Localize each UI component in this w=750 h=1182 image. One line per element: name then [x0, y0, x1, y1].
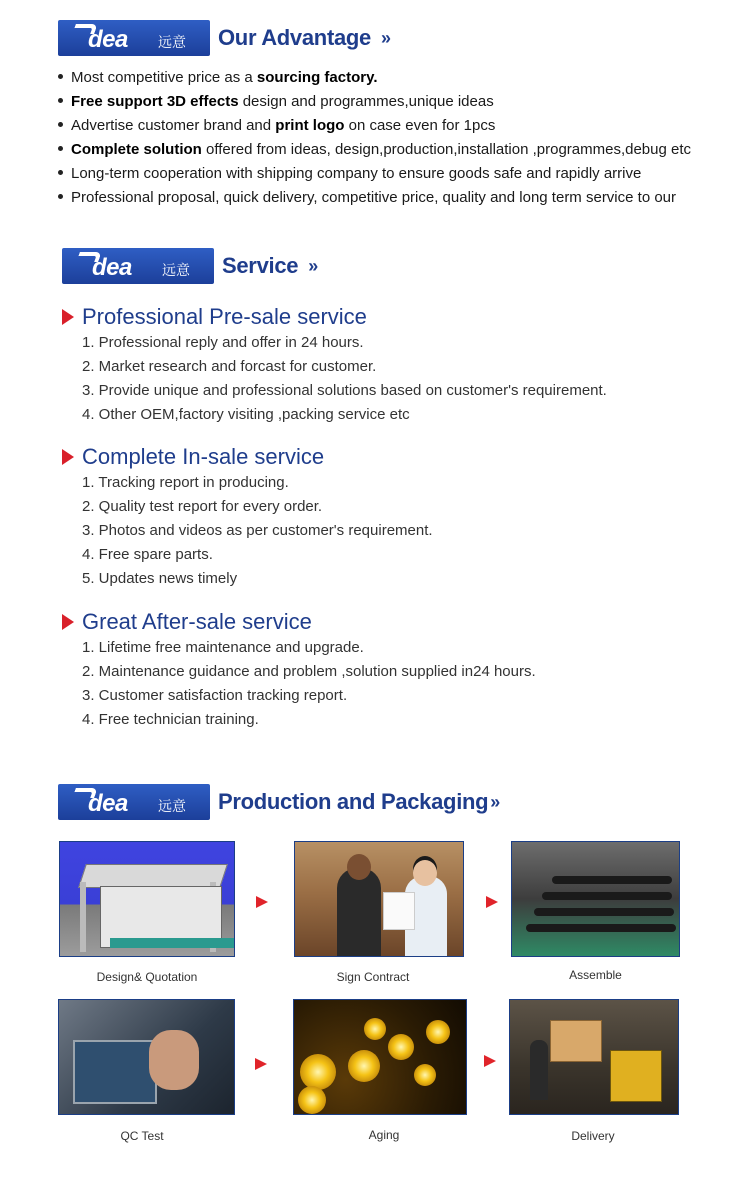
list-item: 2. Maintenance guidance and problem ,solution supplied in24 hours.: [82, 663, 536, 680]
production-title: Production and Packaging: [218, 789, 489, 814]
bullet-icon: [58, 74, 63, 79]
arrow-right-icon: [256, 896, 268, 908]
bullet-icon: [58, 146, 63, 151]
red-triangle-icon: [62, 449, 74, 465]
idea-logo: [58, 784, 210, 820]
aging-photo: [293, 999, 467, 1115]
chevron-right-icon: »: [308, 255, 319, 276]
bullet-icon: [58, 122, 63, 127]
arrow-right-icon: [484, 1055, 496, 1067]
red-triangle-icon: [62, 614, 74, 630]
list-item: 1. Lifetime free maintenance and upgrade.: [82, 639, 364, 656]
logo-word: dea: [92, 254, 132, 281]
contract-photo: [294, 841, 464, 957]
list-item: 4. Other OEM,factory visiting ,packing service etc: [82, 406, 410, 423]
service-title: Service: [222, 253, 299, 278]
advantage-title: Our Advantage: [218, 25, 371, 50]
presale-list: [62, 331, 607, 427]
bullet-icon: [58, 98, 63, 103]
caption-qc: QC Test: [120, 1129, 164, 1143]
logo-cn: 远意: [158, 799, 186, 815]
chevron-right-icon: »: [380, 27, 391, 48]
list-item: 3. Photos and videos as per customer's requirement.: [82, 522, 433, 539]
advantage-header: [58, 20, 391, 56]
list-item: 2. Market research and forcast for customer.: [82, 358, 377, 375]
list-item: 3. Customer satisfaction tracking report.: [82, 687, 348, 704]
service-header: [62, 248, 318, 284]
design-photo: [59, 841, 235, 957]
list-item: Free support 3D effects design and programmes,unique ideas: [58, 90, 691, 114]
list-item: 4. Free spare parts.: [82, 546, 213, 563]
aftersale-title: Great After-sale service: [82, 609, 312, 634]
list-item: 2. Quality test report for every order.: [82, 498, 323, 515]
list-item: 3. Provide unique and professional solutions based on customer's requirement.: [82, 382, 607, 399]
insale-block: [62, 443, 433, 591]
caption-aging: Aging: [368, 1128, 400, 1142]
insale-heading: [62, 443, 433, 471]
list-item: 1. Tracking report in producing.: [82, 474, 289, 491]
caption-assemble: Assemble: [569, 968, 622, 982]
advantage-list: [58, 66, 691, 210]
assemble-photo: [511, 841, 680, 957]
arrow-right-icon: [486, 896, 498, 908]
bullet-icon: [58, 170, 63, 175]
list-item: 4. Free technician training.: [82, 711, 259, 728]
list-item: 5. Updates news timely: [82, 570, 238, 587]
idea-logo: [62, 248, 214, 284]
arrow-right-icon: [255, 1058, 267, 1070]
list-item: Professional proposal, quick delivery, competitive price, quality and long term service to our: [58, 186, 691, 210]
delivery-photo: [509, 999, 679, 1115]
caption-design: Design& Quotation: [96, 970, 198, 984]
presale-title: Professional Pre-sale service: [82, 304, 367, 329]
caption-contract: Sign Contract: [336, 970, 410, 984]
chevron-right-icon: »: [490, 791, 501, 812]
red-triangle-icon: [62, 309, 74, 325]
qc-photo: [58, 999, 235, 1115]
logo-word: dea: [88, 790, 128, 817]
caption-delivery: Delivery: [571, 1129, 615, 1143]
aftersale-heading: [62, 608, 536, 636]
insale-title: Complete In-sale service: [82, 444, 325, 469]
aftersale-list: [62, 636, 536, 732]
list-item: Complete solution offered from ideas, design,production,installation ,programmes,debug etc: [58, 138, 691, 162]
presale-block: [62, 303, 607, 427]
list-item: Long-term cooperation with shipping company to ensure goods safe and rapidly arrive: [58, 162, 691, 186]
bullet-icon: [58, 194, 63, 199]
insale-list: [62, 471, 433, 591]
logo-word: dea: [88, 26, 128, 53]
list-item: Advertise customer brand and print logo on case even for 1pcs: [58, 114, 691, 138]
idea-logo: [58, 20, 210, 56]
aftersale-block: [62, 608, 536, 732]
list-item: 1. Professional reply and offer in 24 hours.: [82, 334, 364, 351]
presale-heading: [62, 303, 607, 331]
logo-cn: 远意: [158, 35, 186, 51]
production-header: [58, 784, 500, 820]
list-item: Most competitive price as a sourcing factory.: [58, 66, 691, 90]
logo-cn: 远意: [162, 263, 190, 279]
